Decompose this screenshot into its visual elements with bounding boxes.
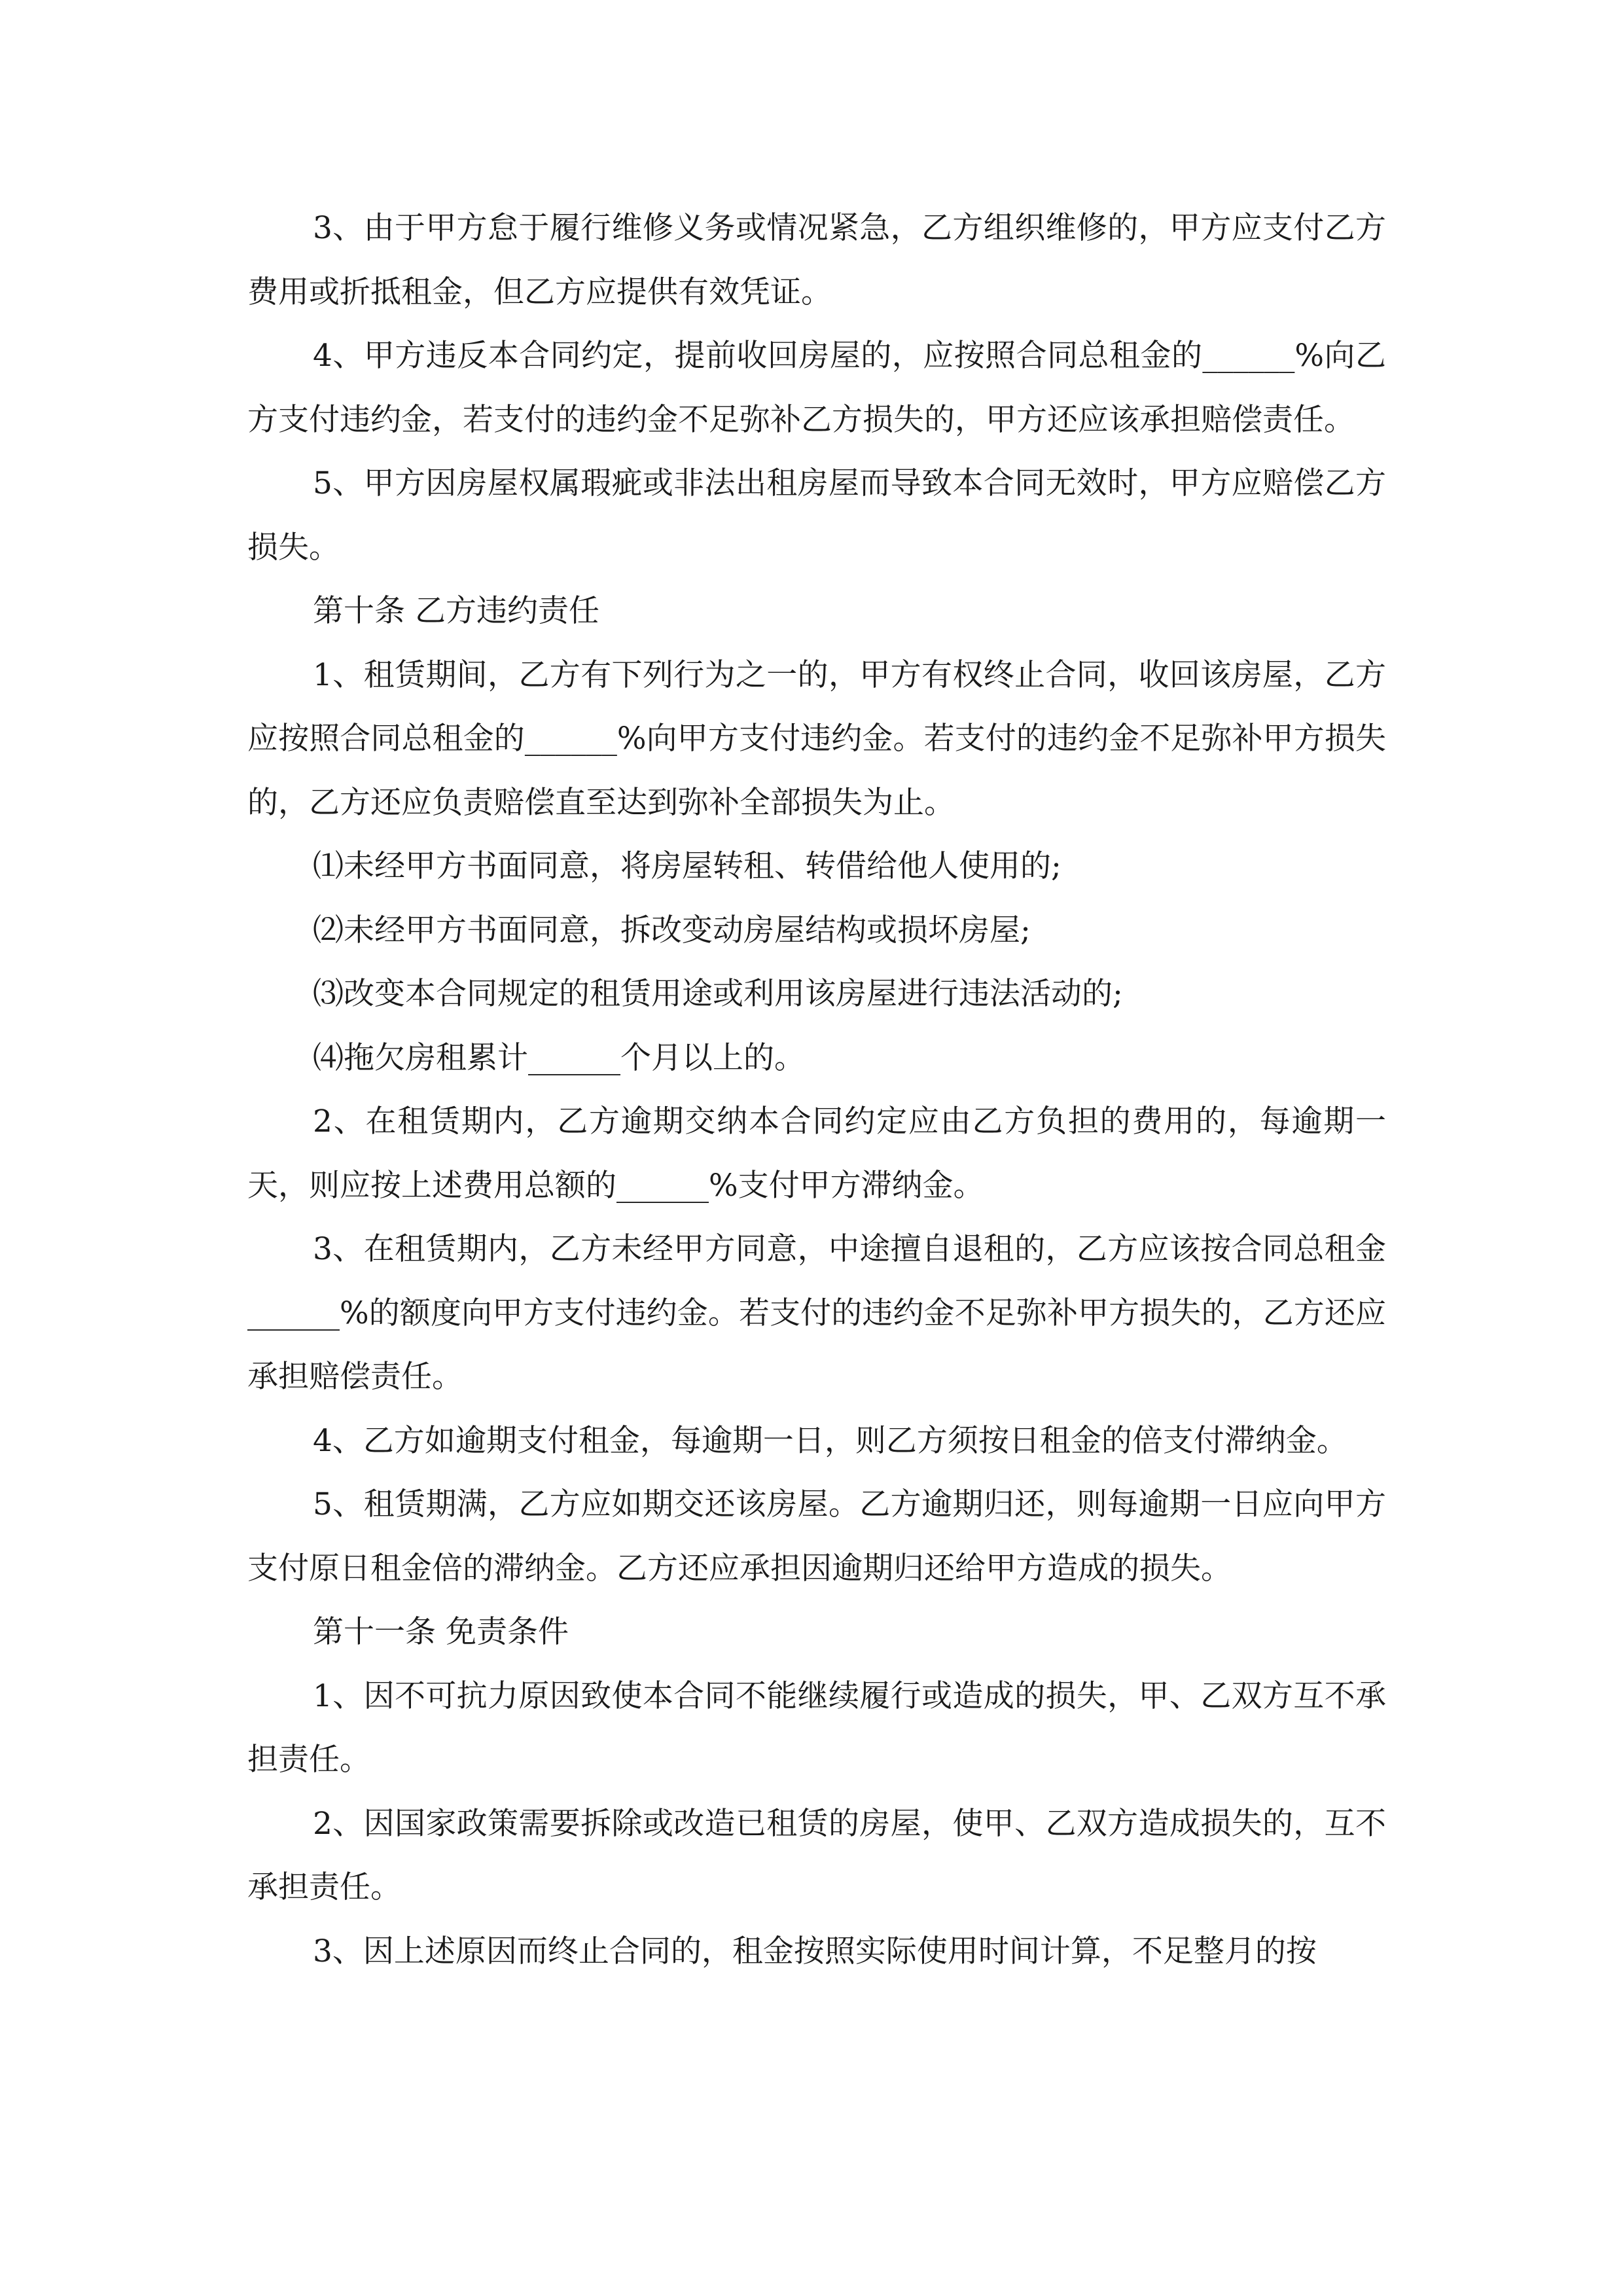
paragraph-article10-item5: 5、租赁期满，乙方应如期交还该房屋。乙方逾期归还，则每逾期一日应向甲方支付原日租金倍的滞纳金。乙方还应承担因逾期归还给甲方造成的损失。 <box>247 1486 1386 1587</box>
paragraph-article9-item3: 3、由于甲方怠于履行维修义务或情况紧急，乙方组织维修的，甲方应支付乙方费用或折抵租金，但乙方应提供有效凭证。 <box>247 210 1386 310</box>
paragraph-article10-sub2: ⑵未经甲方书面同意，拆改变动房屋结构或损坏房屋; <box>313 912 1031 948</box>
paragraph-article11-item1: 1、因不可抗力原因致使本合同不能继续履行或造成的损失，甲、乙双方互不承担责任。 <box>247 1677 1386 1778</box>
paragraph-article10-item1: 1、租赁期间，乙方有下列行为之一的，甲方有权终止合同，收回该房屋，乙方应按照合同总租金的______%向甲方支付违约金。若支付的违约金不足弥补甲方损失的，乙方还应负责赔偿直至达到弥补全部损失为止。 <box>247 656 1386 821</box>
paragraph-article11-item3: 3、因上述原因而终止合同的，租金按照实际使用时间计算，不足整月的按 <box>313 1933 1317 1969</box>
paragraph-article10-item4: 4、乙方如逾期支付租金，每逾期一日，则乙方须按日租金的倍支付滞纳金。 <box>313 1422 1347 1459</box>
paragraph-article10-sub1: ⑴未经甲方书面同意，将房屋转租、转借给他人使用的; <box>313 848 1061 884</box>
document-body <box>247 196 1386 1983</box>
paragraph-article9-item4: 4、甲方违反本合同约定，提前收回房屋的，应按照合同总租金的______%向乙方支付违约金，若支付的违约金不足弥补乙方损失的，甲方还应该承担赔偿责任。 <box>247 338 1386 438</box>
paragraph-article9-item5: 5、甲方因房屋权属瑕疵或非法出租房屋而导致本合同无效时，甲方应赔偿乙方损失。 <box>247 465 1386 565</box>
paragraph-article10-sub4: ⑷拖欠房租累计______个月以上的。 <box>313 1039 805 1076</box>
paragraph-article10-item2: 2、在租赁期内，乙方逾期交纳本合同约定应由乙方负担的费用的，每逾期一天，则应按上述费用总额的______%支付甲方滞纳金。 <box>247 1103 1386 1204</box>
article-10-heading: 第十条 乙方违约责任 <box>313 593 599 629</box>
paragraph-article10-item3: 3、在租赁期内，乙方未经甲方同意，中途擅自退租的，乙方应该按合同总租金______%的额度向甲方支付违约金。若支付的违约金不足弥补甲方损失的，乙方还应承担赔偿责任。 <box>247 1231 1386 1395</box>
article-11-heading: 第十一条 免责条件 <box>313 1614 569 1650</box>
paragraph-article11-item2: 2、因国家政策需要拆除或改造已租赁的房屋，使甲、乙双方造成损失的，互不承担责任。 <box>247 1805 1386 1905</box>
paragraph-article10-sub3: ⑶改变本合同规定的租赁用途或利用该房屋进行违法活动的; <box>313 976 1123 1012</box>
